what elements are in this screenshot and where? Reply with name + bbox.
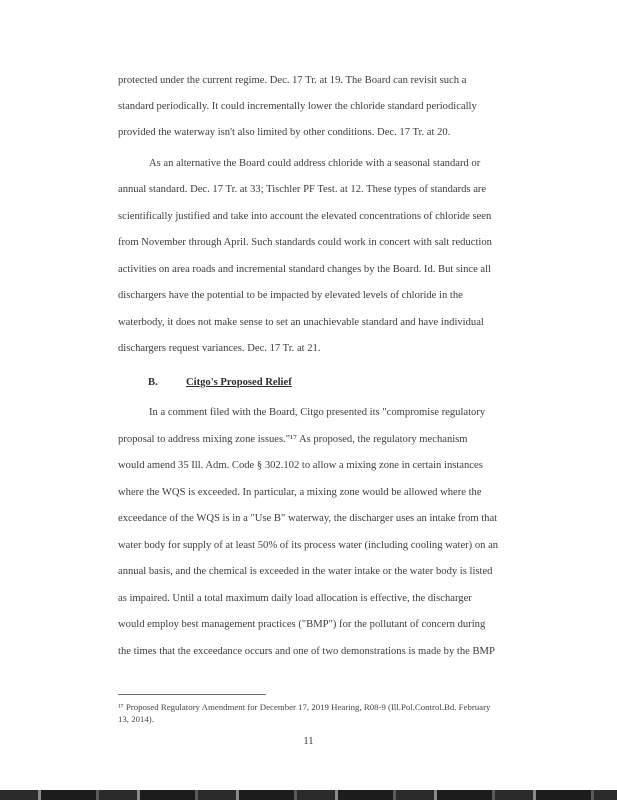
text-line: annual basis, and the chemical is exceeded in the water intake or the water body is listed: [118, 566, 493, 577]
text-line: dischargers request variances. Dec. 17 Tr. at 21.: [118, 343, 321, 354]
footnote-line: 13, 2014).: [118, 714, 154, 724]
text-line: dischargers have the potential to be impacted by elevated levels of chloride in the: [118, 290, 463, 301]
text-line: exceedance of the WQS is in a "Use B" waterway, the discharger uses an intake from that: [118, 513, 498, 524]
text-line: as impaired. Until a total maximum daily load allocation is effective, the discharger: [118, 593, 472, 604]
text-line: provided the waterway isn't also limited by other conditions. Dec. 17 Tr. at 20.: [118, 127, 451, 138]
text-line: As an alternative the Board could address chloride with a seasonal standard or: [149, 158, 481, 169]
text-line: would amend 35 Ill. Adm. Code § 302.102 to allow a mixing zone in certain instances: [118, 460, 483, 471]
text-line: water body for supply of at least 50% of its process water (including cooling water) on an: [118, 540, 499, 551]
text-line: standard periodically. It could incrementally lower the chloride standard periodically: [118, 101, 477, 112]
text-line: protected under the current regime. Dec. 17 Tr. at 19. The Board can revisit such a: [118, 75, 467, 86]
text-line: where the WQS is exceeded. In particular, a mixing zone would be allowed where the: [118, 487, 482, 498]
text-line: the times that the exceedance occurs and one of two demonstrations is made by the BMP: [118, 646, 495, 657]
section-title: Citgo's Proposed Relief: [186, 377, 292, 388]
text-line: In a comment filed with the Board, Citgo presented its "compromise regulatory: [149, 407, 486, 418]
text-line: waterbody, it does not make sense to set an unachievable standard and have individual: [118, 317, 484, 328]
text-line: from November through April. Such standards could work in concert with salt reduction: [118, 237, 492, 248]
text-line: activities on area roads and incremental standard changes by the Board. Id. But since all: [118, 264, 492, 275]
text-line: annual standard. Dec. 17 Tr. at 33; Tischler PF Test. at 12. These types of standards are: [118, 184, 487, 195]
footnote-line: ¹⁷ Proposed Regulatory Amendment for December 17, 2019 Hearing, R08-9 (Ill.Pol.Control.Bd. February: [118, 702, 491, 712]
text-line: would employ best management practices ("BMP") for the pollutant of concern during: [118, 619, 486, 630]
scan-artifact-bar: [0, 790, 617, 800]
text-line: proposal to address mixing zone issues."¹⁷ As proposed, the regulatory mechanism: [118, 434, 468, 445]
text-line: scientifically justified and take into account the elevated concentrations of chloride seen: [118, 211, 492, 222]
footnote-divider: [118, 694, 266, 695]
page-number: 11: [303, 736, 314, 747]
section-letter: B.: [148, 377, 158, 388]
